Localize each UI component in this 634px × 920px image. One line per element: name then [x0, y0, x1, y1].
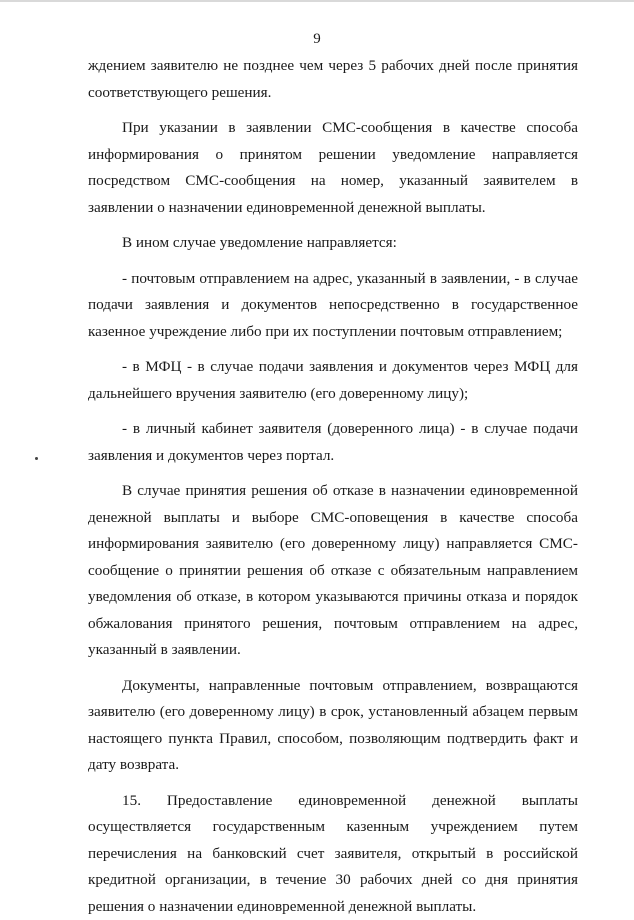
paragraph-other-case: В ином случае уведомление направляется: — [88, 230, 578, 257]
scan-speck — [35, 457, 38, 460]
body-text — [88, 53, 578, 920]
paragraph-documents-return: Документы, направленные почтовым отправлением, возвращаются заявителю (его доверенному лицу) в срок, установленный абзацем первым настоящего пункта Правил, способом, позволяющим подтвердить факт и дату возврата. — [88, 673, 578, 779]
page-number: 9 — [0, 31, 634, 48]
paragraph-sms-notification: При указании в заявлении СМС-сообщения в качестве способа информирования о принятом решении уведомление направляется посредством СМС-сообщения на номер, указанный заявителем в заявлении о назначении единовременной денежной выплаты. — [88, 115, 578, 221]
scan-top-edge — [0, 0, 634, 2]
list-item-portal: - в личный кабинет заявителя (доверенного лица) - в случае подачи заявления и документов через портал. — [88, 416, 578, 469]
paragraph-item-15: 15. Предоставление единовременной денежной выплаты осуществляется государственным казенным учреждением путем перечисления на банковский счет заявителя, открытый в российской кредитной организации, в течение 30 рабочих дней со дня принятия решения о назначении единовременной денежной выплаты. — [88, 788, 578, 920]
list-item-mfc: - в МФЦ - в случае подачи заявления и документов через МФЦ для дальнейшего вручения заявителю (его доверенному лицу); — [88, 354, 578, 407]
paragraph-continuation: ждением заявителю не позднее чем через 5 рабочих дней после принятия соответствующего решения. — [88, 53, 578, 106]
paragraph-refusal: В случае принятия решения об отказе в назначении единовременной денежной выплаты и выборе СМС-оповещения в качестве способа информирования заявителю (его доверенному лицу) направляется СМС-сообщение о принятии решения об отказе с обязательным направлением уведомления об отказе, в котором указываются причины отказа и порядок обжалования принятого решения, почтовым отправлением на адрес, указанный в заявлении. — [88, 478, 578, 664]
list-item-postal: - почтовым отправлением на адрес, указанный в заявлении, - в случае подачи заявления и документов непосредственно в государственное казенное учреждение либо при их поступлении почтовым отправлением; — [88, 266, 578, 346]
